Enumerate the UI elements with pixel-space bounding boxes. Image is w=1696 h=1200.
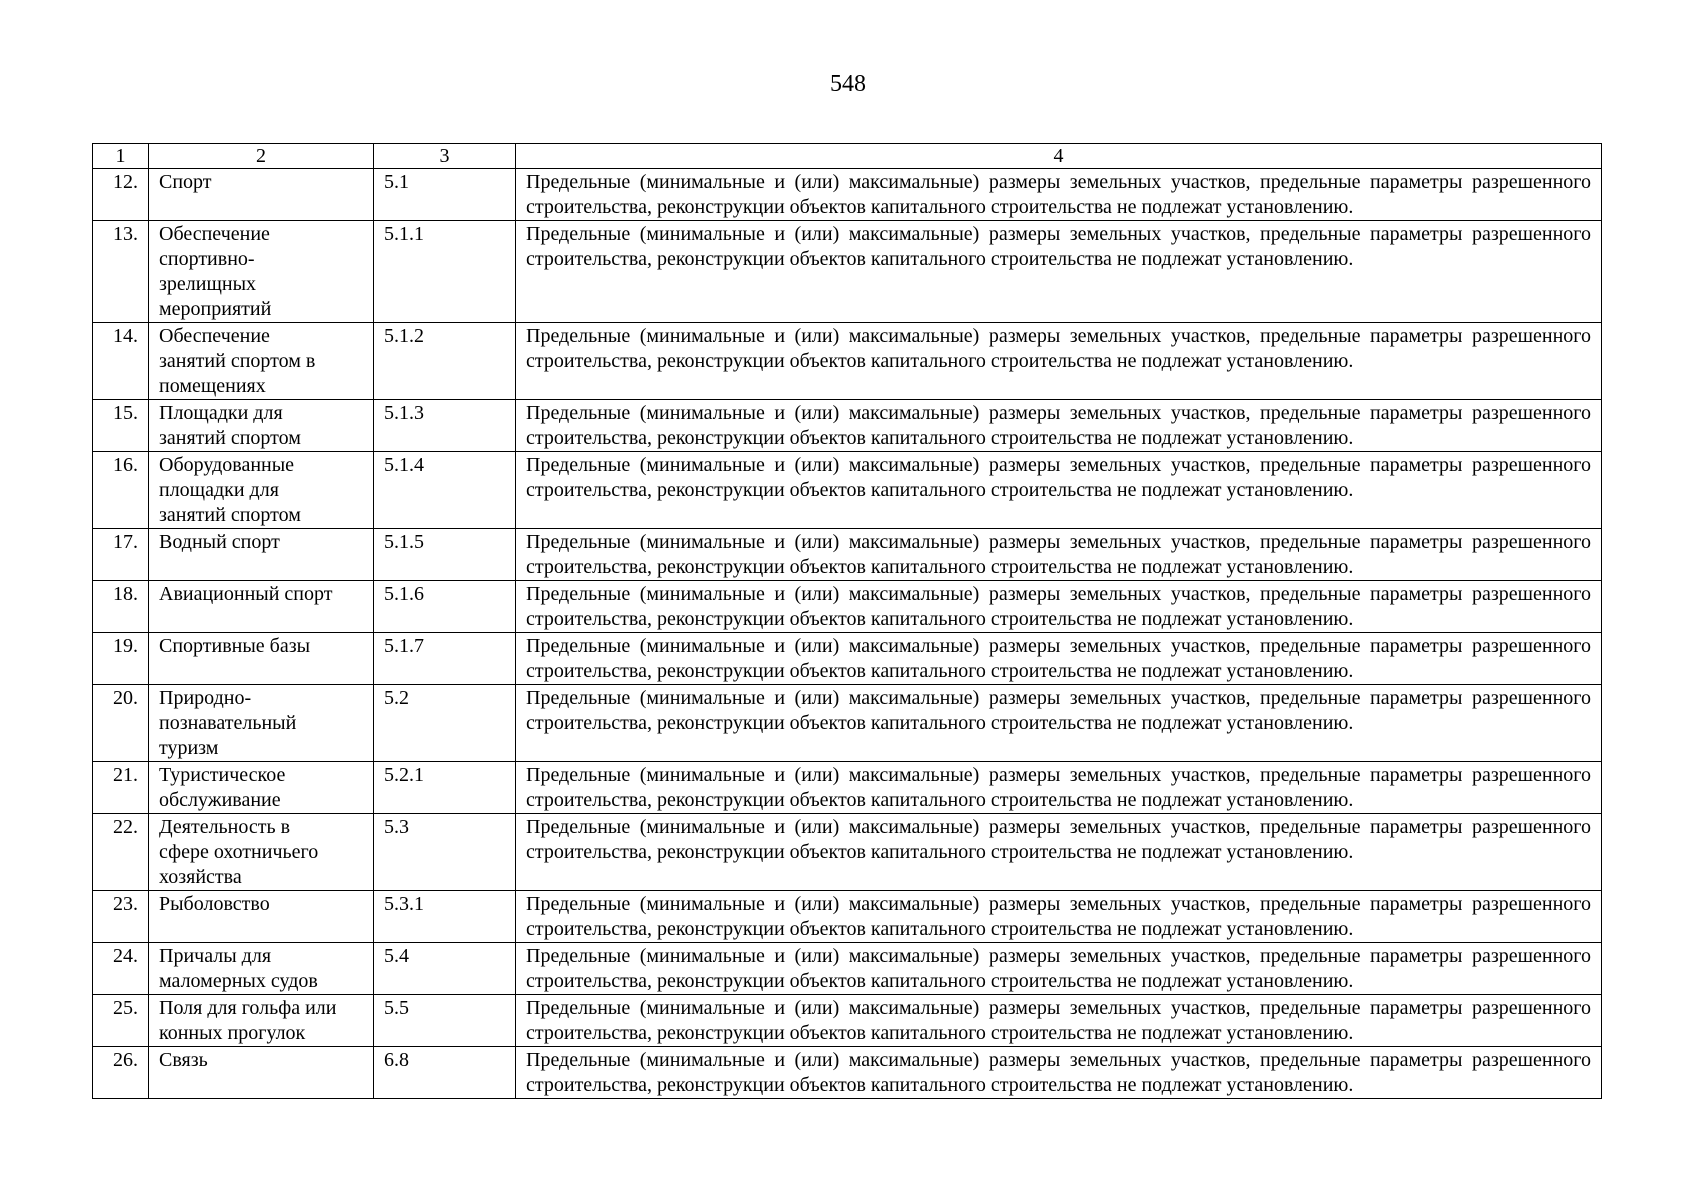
row-number: 23. [93, 891, 149, 943]
table-row [93, 685, 1602, 762]
land-use-type: Обеспечение занятий спортом в помещениях [149, 323, 374, 400]
table-row [93, 943, 1602, 995]
header-col-4: 4 [516, 144, 1602, 169]
row-number: 13. [93, 221, 149, 323]
land-use-type: Причалы для маломерных судов [149, 943, 374, 995]
land-use-code: 5.3.1 [374, 891, 516, 943]
row-number: 18. [93, 581, 149, 633]
land-use-type: Поля для гольфа или конных прогулок [149, 995, 374, 1047]
row-number: 21. [93, 762, 149, 814]
row-number: 24. [93, 943, 149, 995]
land-use-code: 5.1.6 [374, 581, 516, 633]
row-number: 19. [93, 633, 149, 685]
land-use-type: Спорт [149, 169, 374, 221]
land-use-type: Обеспечение спортивно-зрелищных мероприятий [149, 221, 374, 323]
table-header-row [93, 144, 1602, 169]
parameters-description: Предельные (минимальные и (или) максимальные) размеры земельных участков, предельные параметры разрешенного строительства, реконструкции объектов капитального строительства не подлежат установлению. [516, 891, 1602, 943]
table-row [93, 891, 1602, 943]
table-row [93, 452, 1602, 529]
land-use-code: 5.1.1 [374, 221, 516, 323]
land-use-type: Связь [149, 1047, 374, 1099]
parameters-description: Предельные (минимальные и (или) максимальные) размеры земельных участков, предельные параметры разрешенного строительства, реконструкции объектов капитального строительства не подлежат установлению. [516, 943, 1602, 995]
parameters-description: Предельные (минимальные и (или) максимальные) размеры земельных участков, предельные параметры разрешенного строительства, реконструкции объектов капитального строительства не подлежат установлению. [516, 633, 1602, 685]
land-use-code: 5.1.3 [374, 400, 516, 452]
table-row [93, 169, 1602, 221]
land-use-type: Природно-познавательный туризм [149, 685, 374, 762]
land-use-code: 5.1.7 [374, 633, 516, 685]
parameters-description: Предельные (минимальные и (или) максимальные) размеры земельных участков, предельные параметры разрешенного строительства, реконструкции объектов капитального строительства не подлежат установлению. [516, 762, 1602, 814]
land-use-type: Площадки для занятий спортом [149, 400, 374, 452]
table-row [93, 1047, 1602, 1099]
row-number: 22. [93, 814, 149, 891]
row-number: 25. [93, 995, 149, 1047]
land-use-code: 5.4 [374, 943, 516, 995]
land-use-type: Оборудованные площадки для занятий спортом [149, 452, 374, 529]
parameters-description: Предельные (минимальные и (или) максимальные) размеры земельных участков, предельные параметры разрешенного строительства, реконструкции объектов капитального строительства не подлежат установлению. [516, 995, 1602, 1047]
parameters-description: Предельные (минимальные и (или) максимальные) размеры земельных участков, предельные параметры разрешенного строительства, реконструкции объектов капитального строительства не подлежат установлению. [516, 221, 1602, 323]
row-number: 16. [93, 452, 149, 529]
table-row [93, 581, 1602, 633]
table-row [93, 814, 1602, 891]
land-use-code: 5.2.1 [374, 762, 516, 814]
land-use-code: 5.1.2 [374, 323, 516, 400]
parameters-description: Предельные (минимальные и (или) максимальные) размеры земельных участков, предельные параметры разрешенного строительства, реконструкции объектов капитального строительства не подлежат установлению. [516, 400, 1602, 452]
land-use-code: 5.3 [374, 814, 516, 891]
table-row [93, 529, 1602, 581]
parameters-description: Предельные (минимальные и (или) максимальные) размеры земельных участков, предельные параметры разрешенного строительства, реконструкции объектов капитального строительства не подлежат установлению. [516, 685, 1602, 762]
land-use-code: 5.1 [374, 169, 516, 221]
row-number: 17. [93, 529, 149, 581]
parameters-description: Предельные (минимальные и (или) максимальные) размеры земельных участков, предельные параметры разрешенного строительства, реконструкции объектов капитального строительства не подлежат установлению. [516, 814, 1602, 891]
land-use-type: Рыболовство [149, 891, 374, 943]
land-use-type: Авиационный спорт [149, 581, 374, 633]
row-number: 15. [93, 400, 149, 452]
header-col-1: 1 [93, 144, 149, 169]
parameters-description: Предельные (минимальные и (или) максимальные) размеры земельных участков, предельные параметры разрешенного строительства, реконструкции объектов капитального строительства не подлежат установлению. [516, 529, 1602, 581]
table-row [93, 221, 1602, 323]
land-use-type: Туристическое обслуживание [149, 762, 374, 814]
land-use-code: 6.8 [374, 1047, 516, 1099]
land-use-code: 5.5 [374, 995, 516, 1047]
row-number: 26. [93, 1047, 149, 1099]
header-col-2: 2 [149, 144, 374, 169]
row-number: 20. [93, 685, 149, 762]
table-row [93, 323, 1602, 400]
table-row [93, 762, 1602, 814]
parameters-description: Предельные (минимальные и (или) максимальные) размеры земельных участков, предельные параметры разрешенного строительства, реконструкции объектов капитального строительства не подлежат установлению. [516, 1047, 1602, 1099]
parameters-description: Предельные (минимальные и (или) максимальные) размеры земельных участков, предельные параметры разрешенного строительства, реконструкции объектов капитального строительства не подлежат установлению. [516, 169, 1602, 221]
page-number: 548 [830, 71, 866, 97]
row-number: 12. [93, 169, 149, 221]
land-use-type: Водный спорт [149, 529, 374, 581]
table-row [93, 400, 1602, 452]
land-use-code: 5.1.4 [374, 452, 516, 529]
land-use-type: Спортивные базы [149, 633, 374, 685]
row-number: 14. [93, 323, 149, 400]
land-use-type: Деятельность в сфере охотничьего хозяйства [149, 814, 374, 891]
land-use-code: 5.2 [374, 685, 516, 762]
header-col-3: 3 [374, 144, 516, 169]
zoning-parameters-table [92, 143, 1602, 1099]
table-row [93, 633, 1602, 685]
parameters-description: Предельные (минимальные и (или) максимальные) размеры земельных участков, предельные параметры разрешенного строительства, реконструкции объектов капитального строительства не подлежат установлению. [516, 452, 1602, 529]
table-row [93, 995, 1602, 1047]
parameters-description: Предельные (минимальные и (или) максимальные) размеры земельных участков, предельные параметры разрешенного строительства, реконструкции объектов капитального строительства не подлежат установлению. [516, 581, 1602, 633]
parameters-description: Предельные (минимальные и (или) максимальные) размеры земельных участков, предельные параметры разрешенного строительства, реконструкции объектов капитального строительства не подлежат установлению. [516, 323, 1602, 400]
land-use-code: 5.1.5 [374, 529, 516, 581]
